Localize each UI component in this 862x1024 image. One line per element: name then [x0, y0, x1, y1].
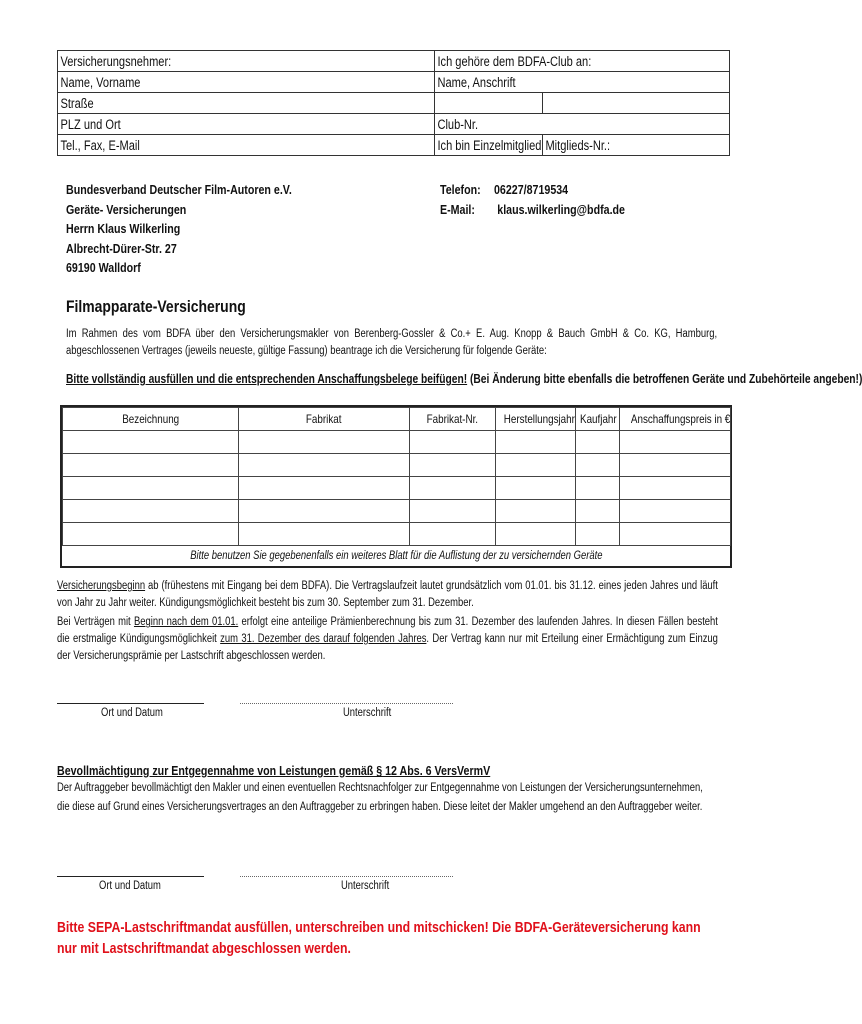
equipment-note-row: [63, 546, 731, 567]
col-header-price: Anschaffungspreis in €: [620, 408, 731, 431]
table-row[interactable]: [63, 454, 731, 477]
name-field[interactable]: Name, Vorname: [58, 72, 435, 93]
address-city: 69190 Walldorf: [66, 260, 141, 275]
sepa-notice: Bitte SEPA-Lastschriftmandat ausfüllen, unterschreiben und mitschicken! Die BDFA-Geräteversicherung kann nur mit Lastschriftmandat abgeschlossen werden.: [57, 919, 701, 957]
single-member-field[interactable]: Ich bin Einzelmitglied: [435, 135, 543, 156]
instruction-underlined: Bitte vollständig ausfüllen und die entsprechenden Anschaffungsbelege beifügen!: [66, 372, 468, 386]
instruction-rest: (Bei Änderung bitte ebenfalls die betroffenen Geräte und Zubehörteile angeben!): [467, 372, 862, 386]
signature-line-1[interactable]: [240, 703, 453, 704]
table-row[interactable]: [63, 500, 731, 523]
table-row[interactable]: [63, 431, 731, 454]
club-address-field[interactable]: [435, 93, 543, 114]
member-number-field[interactable]: Mitglieds-Nr.:: [543, 135, 730, 156]
club-number-field[interactable]: Club-Nr.: [435, 114, 730, 135]
col-header-manufacture-year: Herstellungsjahr: [496, 408, 576, 431]
col-header-purchase-year: Kaufjahr: [576, 408, 620, 431]
authorization-text: Der Auftraggeber bevollmächtigt den Makler und einen eventuellen Rechtsnachfolger zur Entgegennahme von Leistungen der Versicherungsunternehmen, die diese auf Grund eines Versicherungsvertrages an den Auftraggeber zu erbringen haben. Diese leitet der Makler umgehend an den Auftraggeber weiter.: [57, 782, 703, 813]
col-header-description: Bezeichnung: [63, 408, 239, 431]
club-name-field[interactable]: Name, Anschrift: [435, 72, 730, 93]
email-value: klaus.wilkerling@bdfa.de: [497, 201, 625, 217]
contact-values: [494, 180, 625, 219]
member-info-table: [57, 50, 730, 156]
zip-city-field[interactable]: PLZ und Ort: [58, 114, 435, 135]
phone-value: 06227/8719534: [494, 182, 569, 197]
address-person: Herrn Klaus Wilkerling: [66, 221, 181, 236]
table-row[interactable]: [63, 477, 731, 500]
place-date-label-2: Ort und Datum: [99, 880, 161, 892]
equipment-table: [60, 405, 732, 568]
terms-paragraph-1: Versicherungsbeginn ab (frühestens mit Eingang bei dem BDFA). Die Vertragslaufzeit lautet grundsätzlich vom 01.01. bis 31.12. eines jeden Jahres und läuft von Jahr zu Jahr weiter. Kündigungsmöglichkeit besteht bis zum 30. September zum 31. Dezember.: [57, 580, 718, 609]
instruction-line: [66, 372, 862, 386]
street-field[interactable]: Straße: [58, 93, 435, 114]
equipment-header-row: [63, 408, 731, 431]
intro-paragraph: Im Rahmen des vom BDFA über den Versicherungsmakler von Berenberg-Gossler & Co.+ E. Aug. Knopp & Bauch GmbH & Co. KG, Hamburg, abgeschlossenen Vertrages (jeweils neueste, gültige Fassung) beantrage ich die Versicherung für folgende Geräte:: [66, 328, 718, 357]
recipient-address: [66, 180, 292, 278]
club-address-field-2[interactable]: [543, 93, 730, 114]
authorization-title: Bevollmächtigung zur Entgegennahme von Leistungen gemäß § 12 Abs. 6 VersVermV: [57, 763, 491, 778]
phone-label: Telefon:: [440, 182, 481, 197]
club-label: Ich gehöre dem BDFA-Club an:: [435, 51, 730, 72]
date-line-2[interactable]: [57, 876, 204, 877]
address-org: Bundesverband Deutscher Film-Autoren e.V.: [66, 182, 292, 197]
section-title-camera-insurance: Filmapparate-Versicherung: [66, 297, 246, 316]
col-header-brand: Fabrikat: [239, 408, 410, 431]
date-line-1[interactable]: [57, 703, 204, 704]
equipment-note: Bitte benutzen Sie gegebenenfalls ein weiteres Blatt für die Auflistung der zu versichernden Geräte: [63, 546, 731, 567]
start-label: Versicherungsbeginn: [57, 580, 146, 592]
signature-label-2: Unterschrift: [341, 880, 390, 892]
col-header-serial: Fabrikat-Nr.: [410, 408, 496, 431]
signature-label-1: Unterschrift: [343, 707, 392, 719]
signature-line-2[interactable]: [240, 876, 453, 877]
policyholder-label: Versicherungsnehmer:: [58, 51, 435, 72]
contact-field[interactable]: Tel., Fax, E-Mail: [58, 135, 435, 156]
place-date-label-1: Ort und Datum: [101, 707, 163, 719]
contact-labels: [440, 180, 481, 219]
address-street: Albrecht-Dürer-Str. 27: [66, 240, 177, 256]
email-label: E-Mail:: [440, 201, 475, 217]
terms-paragraph-2: Bei Verträgen mit Beginn nach dem 01.01. erfolgt eine anteilige Prämienberechnung bis zum 31. Dezember des laufenden Jahres. In diesen Fällen besteht die erstmalige Kündigungsmöglichkeit zum 31. Dezember des darauf folgenden Jahres. Der Vertrag kann nur mit Erteilung einer Ermächtigung zum Einzug der Versicherungsprämie per Lastschrift abgeschlossen werden.: [57, 616, 718, 662]
table-row[interactable]: [63, 523, 731, 546]
address-dept: Geräte- Versicherungen: [66, 201, 187, 217]
